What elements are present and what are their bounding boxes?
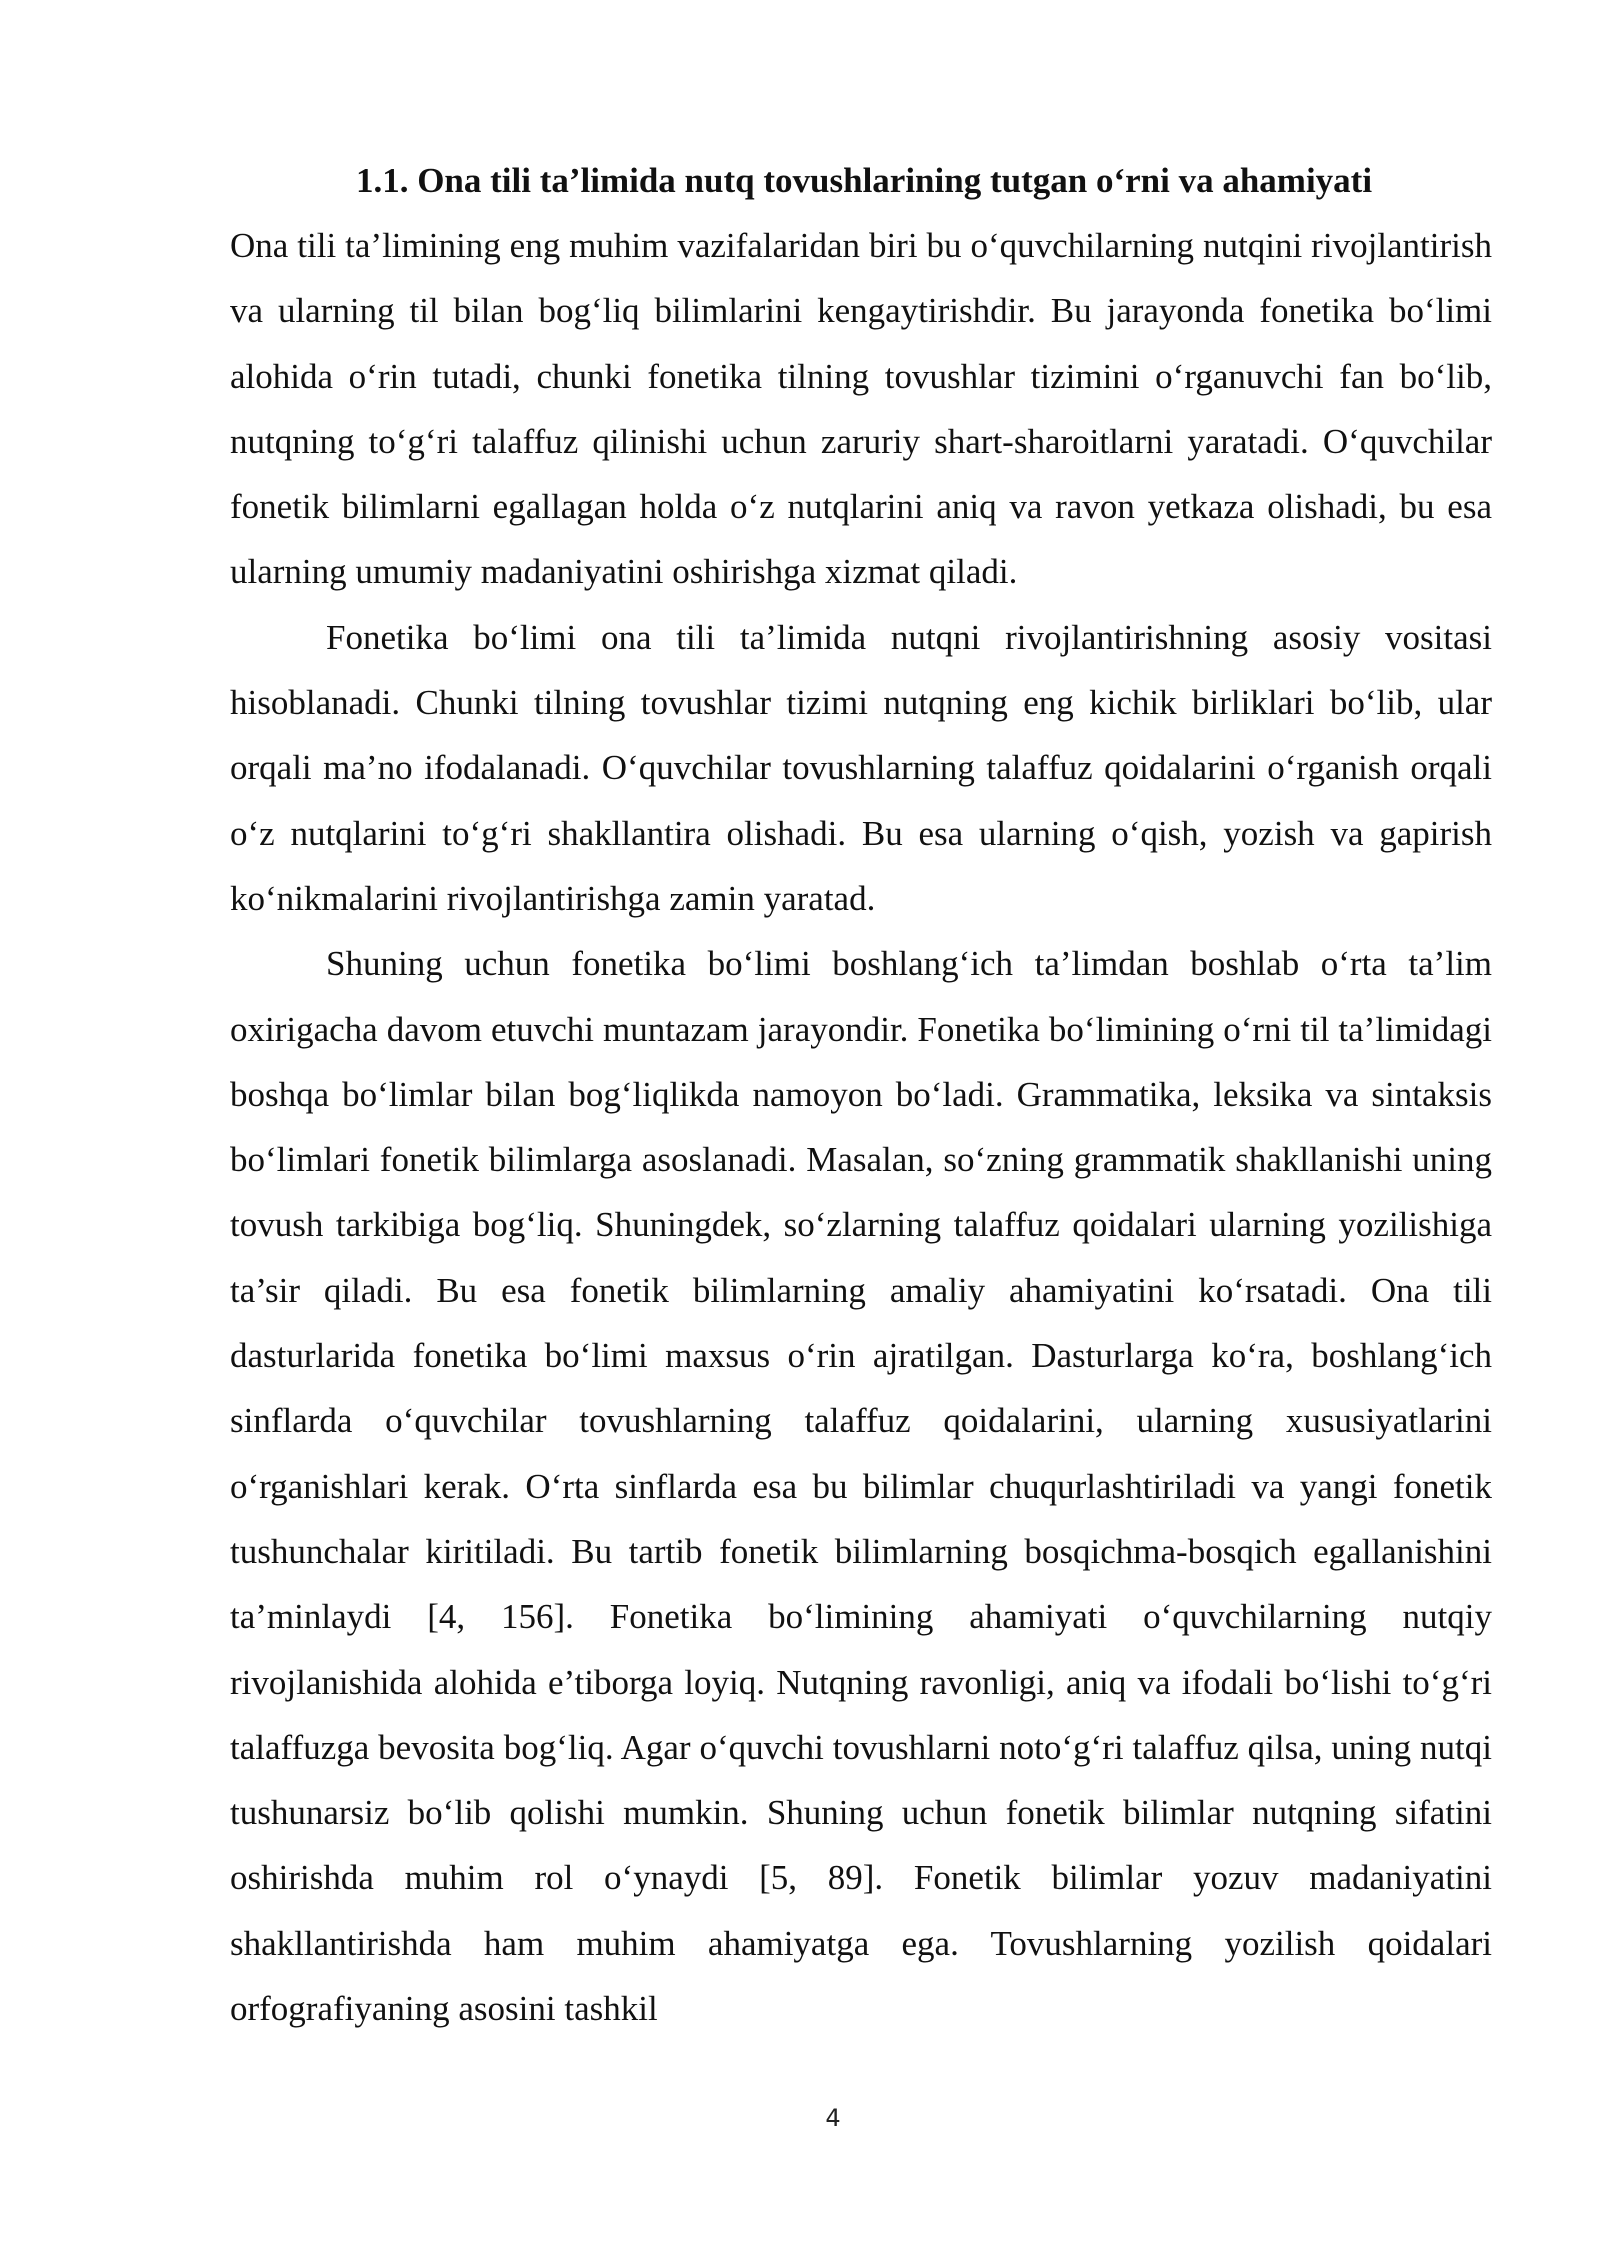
document-page	[230, 148, 1492, 2041]
paragraph-1: Ona tili ta’limining eng muhim vazifalaridan biri bu o‘quvchilarning nutqini rivojlantirish va ularning til bilan bog‘liq bilimlarini kengaytirishdir. Bu jarayonda fonetika bo‘limi alohida o‘rin tutadi, chunki fonetika tilning tovushlar tizimini o‘rganuvchi fan bo‘lib, nutqning to‘g‘ri talaffuz qilinishi uchun zaruriy shart-sharoitlarni yaratadi. O‘quvchilar fonetik bilimlarni egallagan holda o‘z nutqlarini aniq va ravon yetkaza olishadi, bu esa ularning umumiy madaniyatini oshirishga xizmat qiladi.	[230, 226, 1492, 592]
section-heading: 1.1. Ona tili ta’limida nutq tovushlarining tutgan o‘rni va ahamiyati	[355, 161, 1373, 200]
page-number: 4	[825, 2104, 841, 2132]
paragraph-3: Shuning uchun fonetika bo‘limi boshlang‘ich ta’limdan boshlab o‘rta ta’lim oxirigacha davom etuvchi muntazam jarayondir. Fonetika bo‘limining o‘rni til ta’limidagi boshqa bo‘limlar bilan bog‘liqlikda namoyon bo‘ladi. Grammatika, leksika va sintaksis bo‘limlari fonetik bilimlarga asoslanadi. Masalan, so‘zning grammatik shakllanishi uning tovush tarkibiga bog‘liq. Shuningdek, so‘zlarning talaffuz qoidalari ularning yozilishiga ta’sir qiladi. Bu esa fonetik bilimlarning amaliy ahamiyatini ko‘rsatadi. Ona tili dasturlarida fonetika bo‘limi maxsus o‘rin ajratilgan. Dasturlarga ko‘ra, boshlang‘ich sinflarda o‘quvchilar tovushlarning talaffuz qoidalarini, ularning xususiyatlarini o‘rganishlari kerak. O‘rta sinflarda esa bu bilimlar chuqurlashtiriladi va yangi fonetik tushunchalar kiritiladi. Bu tartib fonetik bilimlarning bosqichma-bosqich egallanishini ta’minlaydi [4, 156]. Fonetika bo‘limining ahamiyati o‘quvchilarning nutqiy rivojlanishida alohida e’tiborga loyiq. Nutqning ravonligi, aniq va ifodali bo‘lishi to‘g‘ri talaffuzga bevosita bog‘liq. Agar o‘quvchi tovushlarni noto‘g‘ri talaffuz qilsa, uning nutqi tushunarsiz bo‘lib qolishi mumkin. Shuning uchun fonetik bilimlar nutqning sifatini oshirishda muhim rol o‘ynaydi [5, 89]. Fonetik bilimlar yozuv madaniyatini shakllantirishda ham muhim ahamiyatga ega. Tovushlarning yozilish qoidalari orfografiyaning asosini tashkil	[230, 944, 1492, 2029]
paragraph-2: Fonetika bo‘limi ona tili ta’limida nutqni rivojlantirishning asosiy vositasi hisoblanadi. Chunki tilning tovushlar tizimi nutqning eng kichik birliklari bo‘lib, ular orqali ma’no ifodalanadi. O‘quvchilar tovushlarning talaffuz qoidalarini o‘rganish orqali o‘z nutqlarini to‘g‘ri shakllantira olishadi. Bu esa ularning o‘qish, yozish va gapirish ko‘nikmalarini rivojlantirishga zamin yaratad.	[230, 617, 1492, 918]
